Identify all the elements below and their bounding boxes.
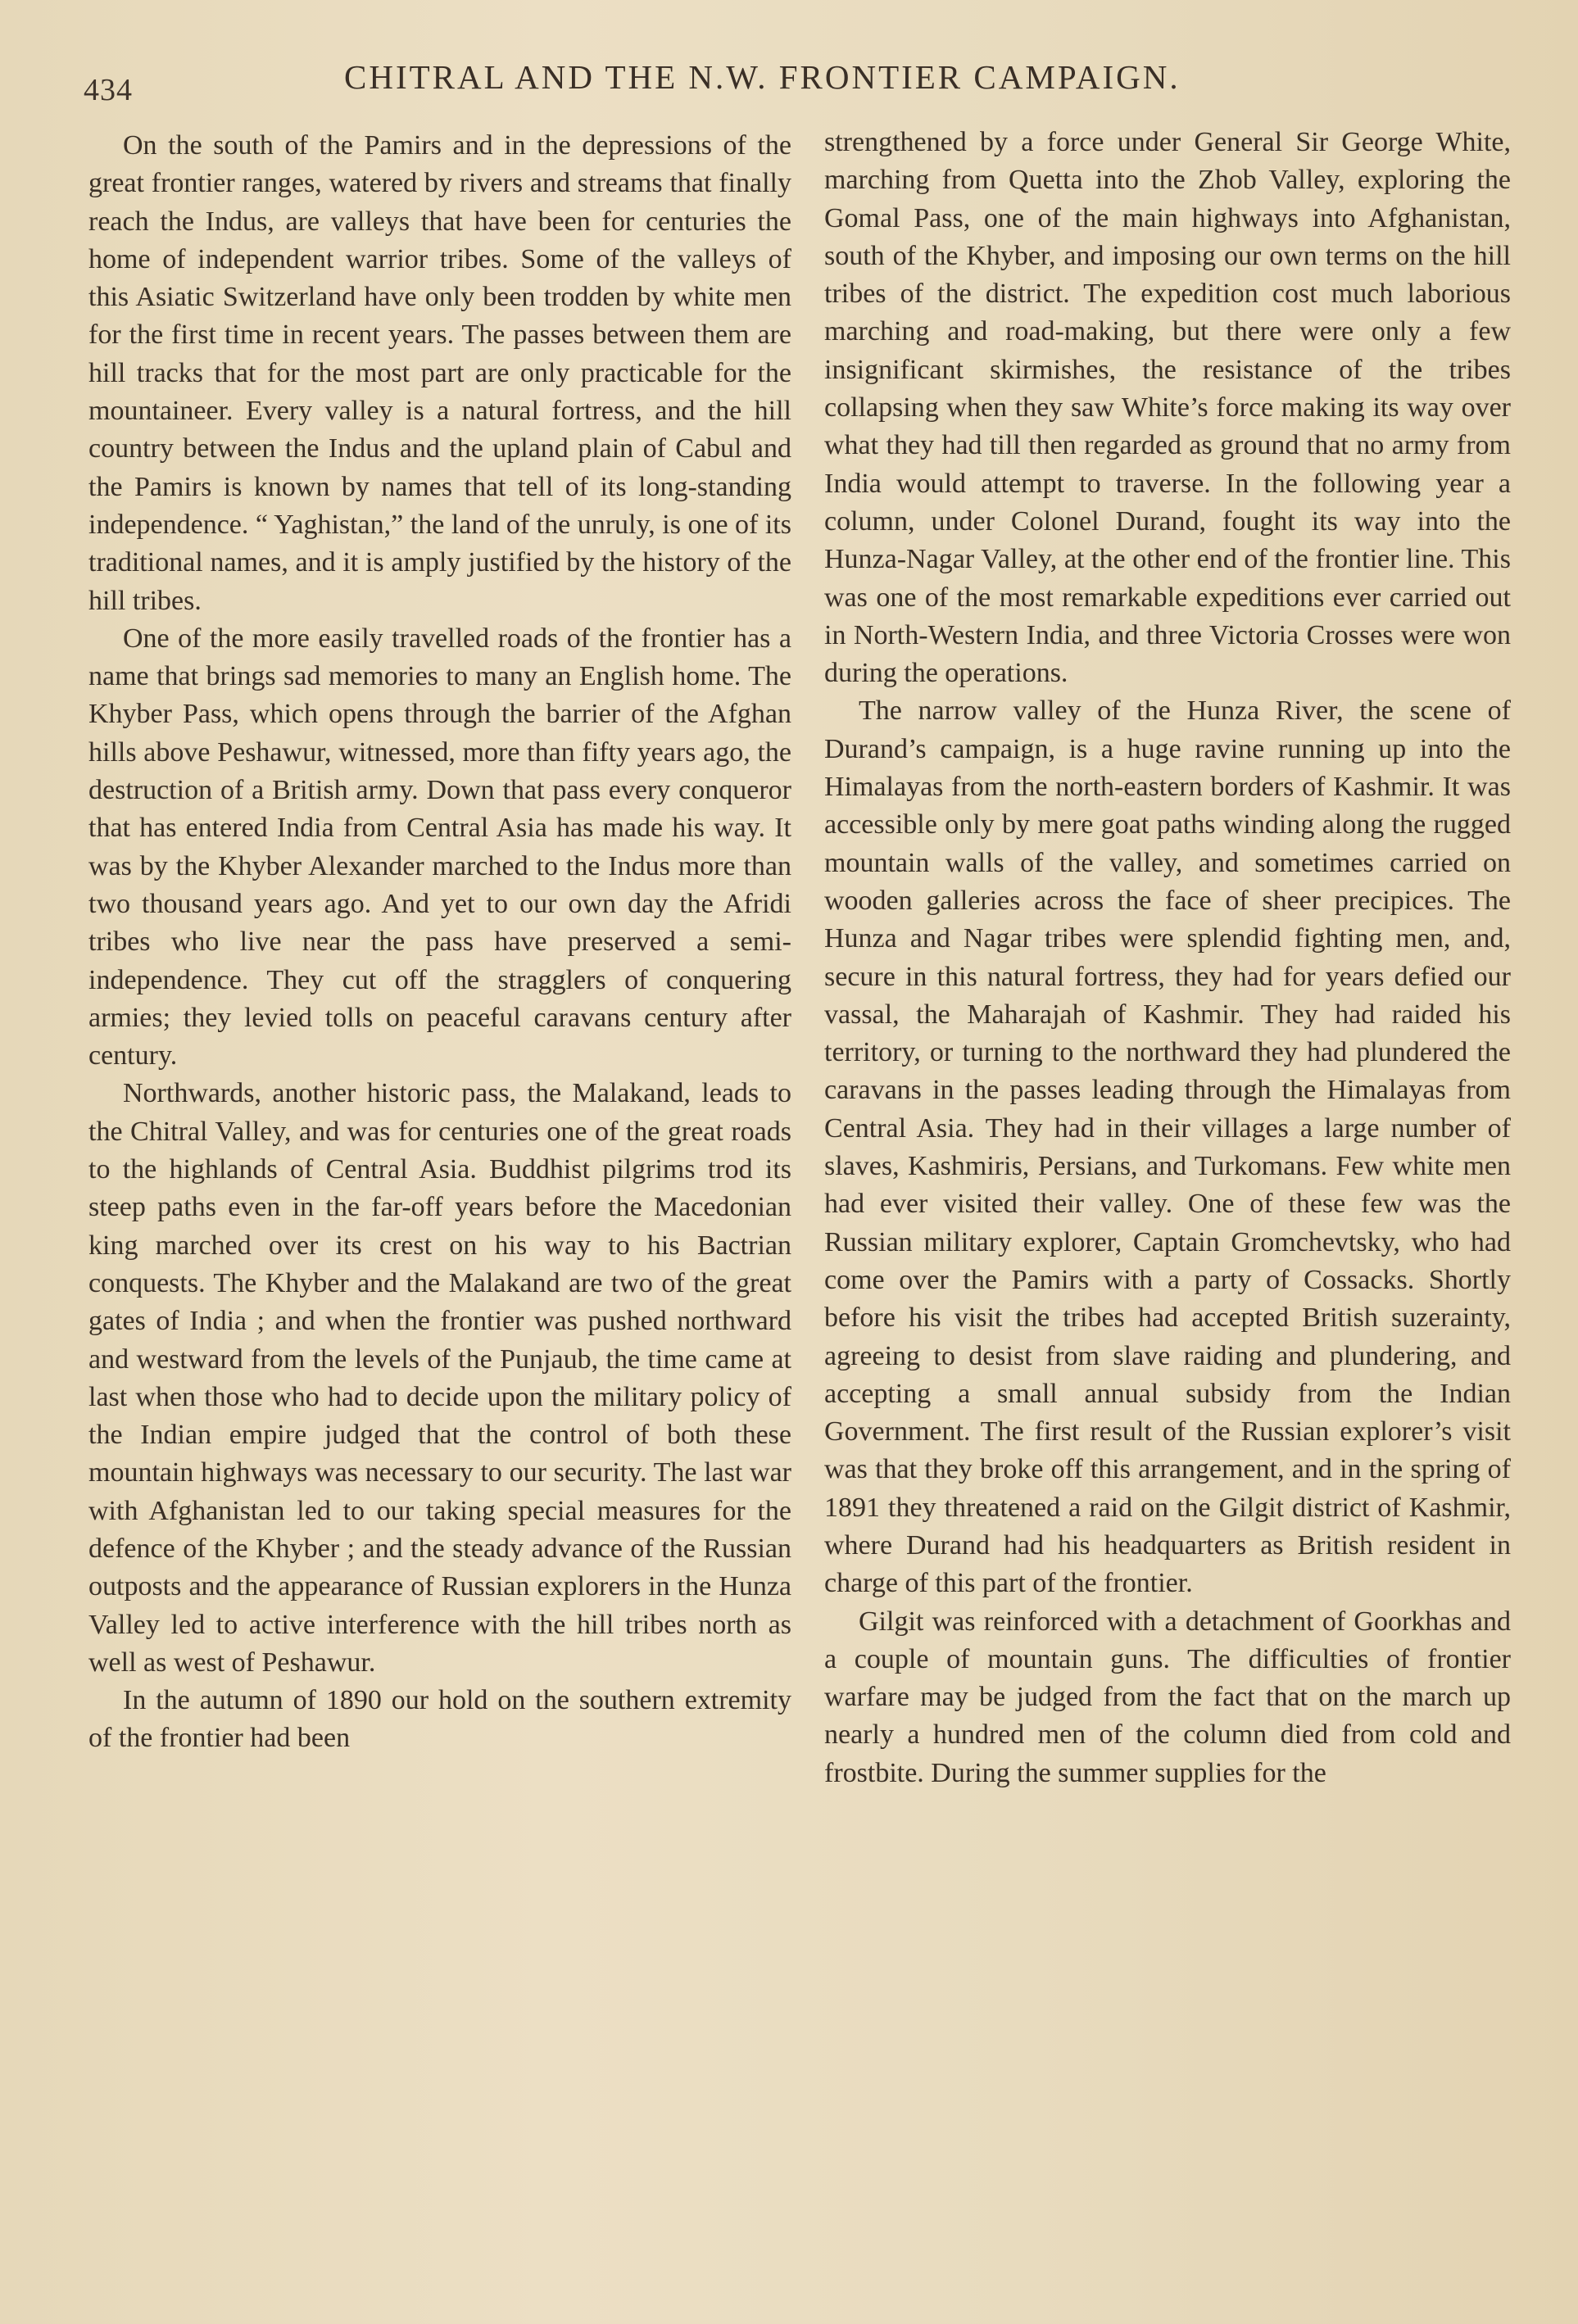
paragraph: On the south of the Pamirs and in the depressions of the great frontier ranges, watered by rivers and streams that finally reach the Indus, are valleys that have been for centuries the home of independent warrior tribes. Some of the valleys of this Asiatic Switzerland have only been trodden by white men for the first time in recent years. The passes between them are hill tracks that for the most part are only practicable for the mountaineer. Every valley is a natural fortress, and the hill country between the Indus and the upland plain of Cabul and the Pamirs is known by names that tell of its long-standing independence. “ Yaghistan,” the land of the unruly, is one of its traditional names, and it is amply justified by the history of the hill tribes. [88,130,791,616]
right-column [824,124,1511,1792]
paragraph: The narrow valley of the Hunza River, the scene of Durand’s campaign, is a huge ravine running up into the Himalayas from the north-eastern borders of Kashmir. It was accessible only by mere goat paths winding along the rugged mountain walls of the valley, and sometimes carried on wooden galleries across the face of sheer precipices. The Hunza and Nagar tribes were splendid fighting men, and, secure in this natural fortress, they had for years defied our vassal, the Maharajah of Kashmir. They had raided his territory, or turning to the northward they had plundered the caravans in the passes leading through the Himalayas from Central Asia. They had in their villages a large number of slaves, Kashmiris, Persians, and Turkomans. Few white men had ever visited their valley. One of these few was the Russian military explorer, Captain Gromchevtsky, who had come over the Pamirs with a party of Cossacks. Shortly before his visit the tribes had accepted British suzerainty, agreeing to desist from slave raiding and plundering, and accepting a small annual subsidy from the Indian Government. The first result of the Russian explorer’s visit was that they broke off this arrangement, and in the spring of 1891 they threatened a raid on the Gilgit district of Kashmir, where Durand had his headquarters as British resident in charge of this part of the frontier. [824,695,1511,1599]
paragraph: In the autumn of 1890 our hold on the southern extremity of the frontier had been [88,1685,791,1754]
page-number: 434 [84,73,133,107]
paragraph: strengthened by a force under General Sir George White, marching from Quetta into the Zhob Valley, exploring the Gomal Pass, one of the main highways into Afghanistan, south of the Khyber, and imposing our own terms on the hill tribes of the district. The expedition cost much laborious marching and road-making, but there were only a few insignificant skirmishes, the resistance of the tribes collapsing when they saw White’s force making its way over what they had till then regarded as ground that no army from India would attempt to traverse. In the following year a column, under Colonel Durand, fought its way into the Hunza-Nagar Valley, at the other end of the frontier line. This was one of the most remarkable expeditions ever carried out in North-Western India, and three Victoria Crosses were won during the operations. [824,127,1511,689]
paragraph: One of the more easily travelled roads of the frontier has a name that brings sad memories to many an English home. The Khyber Pass, which opens through the barrier of the Afghan hills above Peshawur, witnessed, more than fifty years ago, the destruction of a British army. Down that pass every conqueror that has entered India from Central Asia has made his way. It was by the Khyber Alexander marched to the Indus more than two thousand years ago. And yet to our own day the Afridi tribes who live near the pass have preserved a semi-independence. They cut off the stragglers of conquering armies; they levied tolls on peaceful caravans century after century. [88,623,791,1071]
running-title: CHITRAL AND THE N.W. FRONTIER CAMPAIGN. [344,58,1181,96]
paragraph: Gilgit was reinforced with a detachment of Goorkhas and a couple of mountain guns. The difficulties of frontier warfare may be judged from the fact that on the march up nearly a hundred men of the column died from cold and frostbite. During the summer supplies for the [824,1606,1511,1788]
paragraph: Northwards, another historic pass, the Malakand, leads to the Chitral Valley, and was for centuries one of the great roads to the highlands of Central Asia. Buddhist pilgrims trod its steep paths even in the far-off years before the Macedonian king marched over its crest on his way to his Bactrian conquests. The Khyber and the Malakand are two of the great gates of India ; and when the frontier was pushed northward and westward from the levels of the Punjaub, the time came at last when those who had to decide upon the military policy of the Indian empire judged that the control of both these mountain highways was necessary to our security. The last war with Afghanistan led to our taking special measures for the defence of the Khyber ; and the steady advance of the Russian outposts and the appearance of Russian explorers in the Hunza Valley led to active interference with the hill tribes north as well as west of Peshawur. [88,1078,791,1678]
left-column [88,127,791,1758]
